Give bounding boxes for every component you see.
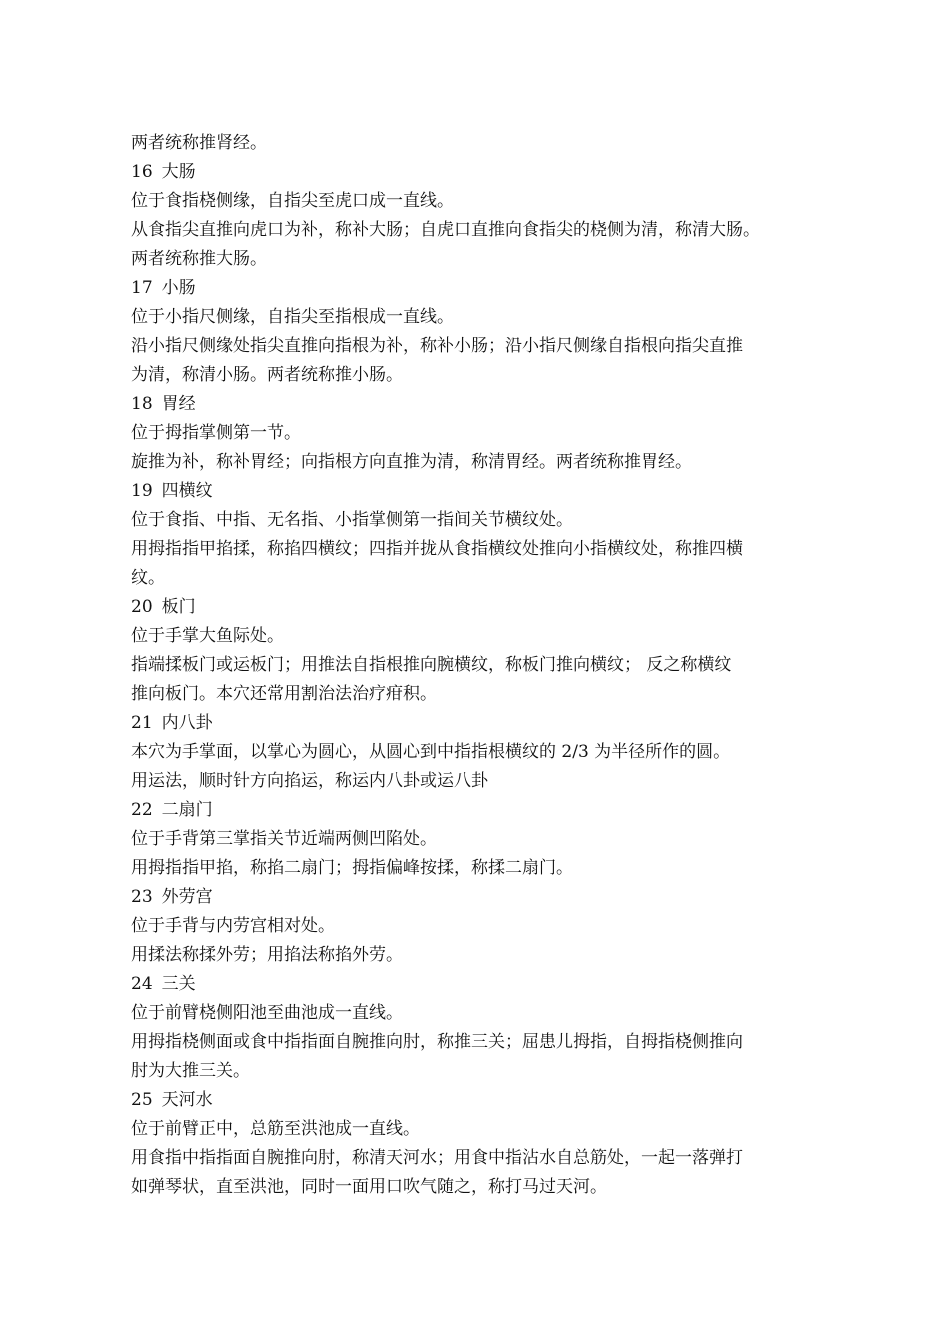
section-number: 17	[131, 278, 153, 298]
section-number: 25	[131, 1090, 153, 1110]
section-number: 21	[131, 713, 153, 733]
text-line: 推向板门。本穴还常用割治法治疗疳积。	[131, 684, 437, 704]
text-line: 用拇指桡侧面或食中指指面自腕推向肘，称推三关；屈患儿拇指，自拇指桡侧推向	[131, 1032, 743, 1052]
text-line: 旋推为补，称补胃经；向指根方向直推为清，称清胃经。两者统称推胃经。	[131, 452, 692, 472]
text-line: 用食指中指指面自腕推向肘，称清天河水；用食中指沾水自总筋处，一起一落弹打	[131, 1148, 743, 1168]
text-line: 从食指尖直推向虎口为补，称补大肠；自虎口直推向食指尖的桡侧为清，称清大肠。	[131, 220, 760, 240]
text-line: 用运法，顺时针方向掐运，称运内八卦或运八卦	[131, 771, 488, 791]
section-heading	[131, 274, 831, 303]
text-line: 位于小指尺侧缘，自指尖至指根成一直线。	[131, 307, 454, 327]
text-line: 位于手背与内劳宫相对处。	[131, 916, 335, 936]
section-title: 胃经	[161, 394, 196, 414]
section-heading	[131, 390, 831, 419]
section-number: 24	[131, 974, 153, 994]
text-line: 两者统称推大肠。	[131, 249, 267, 269]
section-title: 外劳宫	[161, 887, 213, 907]
section-heading	[131, 593, 831, 622]
text-line: 用揉法称揉外劳；用掐法称掐外劳。	[131, 945, 403, 965]
section-number: 22	[131, 800, 153, 820]
text-line: 位于手背第三掌指关节近端两侧凹陷处。	[131, 829, 437, 849]
text-line: 位于食指、中指、无名指、小指掌侧第一指间关节横纹处。	[131, 510, 573, 530]
text-line: 用拇指指甲掐揉，称掐四横纹；四指并拢从食指横纹处推向小指横纹处，称推四横	[131, 539, 743, 559]
section-number: 19	[131, 481, 153, 501]
text-line: 肘为大推三关。	[131, 1061, 250, 1081]
text-line: 纹。	[131, 568, 165, 588]
document-body	[131, 129, 831, 1202]
section-title: 小肠	[161, 278, 196, 298]
section-title: 天河水	[161, 1090, 213, 1110]
text-line: 位于手掌大鱼际处。	[131, 626, 284, 646]
section-title: 三关	[161, 974, 196, 994]
text-line: 位于前臂正中，总筋至洪池成一直线。	[131, 1119, 420, 1139]
text-line: 指端揉板门或运板门；用推法自指根推向腕横纹，称板门推向横纹； 反之称横纹	[131, 655, 732, 675]
text-line: 如弹琴状，直至洪池，同时一面用口吹气随之，称打马过天河。	[131, 1177, 607, 1197]
section-heading	[131, 970, 831, 999]
section-title: 四横纹	[161, 481, 213, 501]
section-number: 20	[131, 597, 153, 617]
text-line: 为清，称清小肠。两者统称推小肠。	[131, 365, 403, 385]
section-heading	[131, 477, 831, 506]
section-title: 二扇门	[161, 800, 213, 820]
section-title: 内八卦	[161, 713, 213, 733]
section-number: 23	[131, 887, 153, 907]
section-heading	[131, 158, 831, 187]
section-number: 16	[131, 162, 153, 182]
text-line: 两者统称推肾经。	[131, 133, 267, 153]
section-heading	[131, 709, 831, 738]
section-number: 18	[131, 394, 153, 414]
text-line: 位于前臂桡侧阳池至曲池成一直线。	[131, 1003, 403, 1023]
text-line: 沿小指尺侧缘处指尖直推向指根为补，称补小肠；沿小指尺侧缘自指根向指尖直推	[131, 336, 743, 356]
text-line: 位于拇指掌侧第一节。	[131, 423, 301, 443]
text-line: 用拇指指甲掐，称掐二扇门；拇指偏峰按揉，称揉二扇门。	[131, 858, 573, 878]
text-line: 本穴为手掌面，以掌心为圆心，从圆心到中指指根横纹的 2/3 为半径所作的圆。	[131, 742, 731, 762]
section-title: 大肠	[161, 162, 196, 182]
section-heading	[131, 796, 831, 825]
text-line: 位于食指桡侧缘，自指尖至虎口成一直线。	[131, 191, 454, 211]
section-heading	[131, 1086, 831, 1115]
section-heading	[131, 883, 831, 912]
section-title: 板门	[161, 597, 196, 617]
